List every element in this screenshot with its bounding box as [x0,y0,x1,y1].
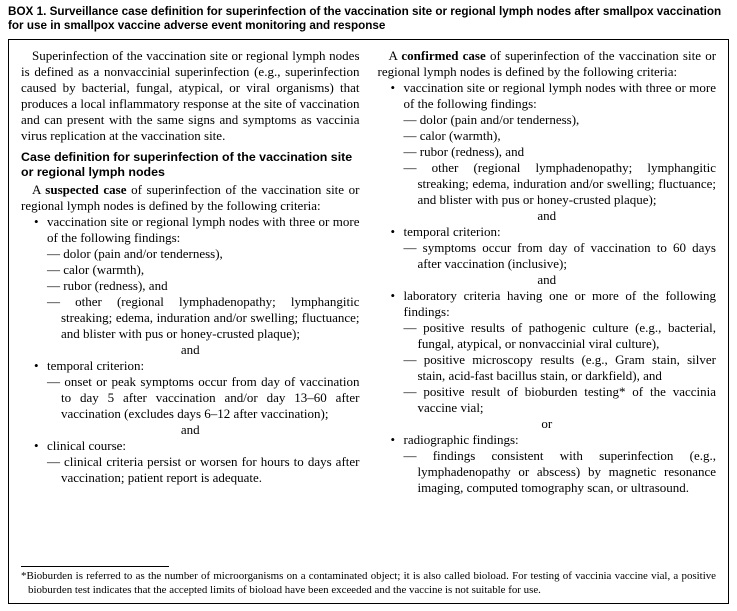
bullet-label: temporal criterion: [47,358,145,373]
dash-item-calor: — calor (warmth), [47,262,145,277]
criterion-vaccination-site [378,80,717,224]
dash-item-calor: — calor (warmth), [403,128,501,143]
bullet-icon: • [34,358,39,373]
criterion-clinical-course [21,438,360,486]
bullet-label: temporal criterion: [403,224,501,239]
bullet-icon: • [390,80,396,95]
dash-item-culture: — positive results of pathogenic culture (e.g., bacterial, fungal, atypical, or nonvaccinial viral culture), [403,320,716,351]
bullet-item [378,224,717,240]
dash-item-other: — other (regional lymphadenopathy; lymphangitic streaking; edema, induration and/or swelling; fluctuance; and blister with pus or honey-crusted plaque); [403,160,716,207]
dash-item-dolor: — dolor (pain and/or tenderness), [47,246,223,261]
dash-item-other: — other (regional lymphadenopathy; lymphangitic streaking; edema, induration and/or swelling; fluctuance; and blister with pus or honey-crusted plaque); [47,294,360,341]
footnote-rule [21,566,169,567]
two-column-layout [21,48,716,496]
connector-or: or [541,416,553,431]
case-definition-heading: Case definition for superinfection of the vaccination site or regional lymph nodes [21,150,353,179]
bullet-label: vaccination site or regional lymph nodes with three or more of the following findings: [403,80,716,111]
connector-and: and [537,208,557,223]
bullet-label: clinical course: [47,438,127,453]
dash-item-rubor: — rubor (redness), and [47,278,168,293]
criterion-temporal [21,358,360,438]
confirmed-case-paragraph [378,48,717,80]
sentence-rest: of superinfection of the vaccination site or regional lymph nodes is defined by the following criteria: [21,182,360,213]
bullet-label: radiographic findings: [403,432,519,447]
sentence-prefix: A [32,182,46,197]
dash-item-onset: — onset or peak symptoms occur from day of vaccination to day 5 after vaccination and/or day 13–60 after vaccination (excludes days 6–12 after vaccination); [47,374,360,421]
bullet-item [378,432,717,448]
bullet-item [378,80,717,112]
dash-item-microscopy: — positive microscopy results (e.g., Gram stain, silver stain, acid-fast bacillus stain, or darkfield), and [403,352,716,383]
bullet-item [21,358,360,374]
dash-item-imaging: — findings consistent with superinfection (e.g., lymphadenopathy or abscess) by magnetic resonance imaging, computed tomography scan, or ultrasound. [403,448,716,495]
connector-and: and [537,272,557,287]
dash-item-symptoms: — symptoms occur from day of vaccination to 60 days after vaccination (inclusive); [403,240,716,271]
bullet-icon: • [34,438,39,453]
right-column [378,48,717,496]
footnote-area [21,566,716,597]
bullet-label: vaccination site or regional lymph nodes with three or more of the following findings: [47,214,360,245]
definition-box [8,39,729,604]
criterion-vaccination-site [21,214,360,358]
suspected-case-term: suspected case [45,182,127,197]
footnote: *Bioburden is referred to as the number of microorganisms on a contaminated object; it is also called bioload. For testing of vaccinia vaccine vial, a positive bioburden test indicates that the accepted limits of bioload have been exceeded and the vaccine is not suitable for use. [21,570,716,596]
connector-and: and [180,422,200,437]
dash-item-rubor: — rubor (redness), and [403,144,525,159]
dash-item-dolor: — dolor (pain and/or tenderness), [403,112,580,127]
sentence-rest: of superinfection of the vaccination site or regional lymph nodes is defined by the following criteria: [377,48,717,79]
left-column [21,48,360,496]
bullet-icon: • [34,214,39,229]
connector-and: and [180,342,200,357]
bullet-icon: • [390,432,396,447]
criterion-laboratory [378,288,717,432]
dash-item-clinical: — clinical criteria persist or worsen for hours to days after vaccination; patient report is adequate. [47,454,360,485]
box-title: BOX 1. Surveillance case definition for superinfection of the vaccination site or regional lymph nodes after smallpox vaccination for use in smallpox vaccine adverse event monitoring and response [8,5,722,32]
bullet-item [21,438,360,454]
bullet-icon: • [390,288,396,303]
dash-item-bioburden: — positive result of bioburden testing* of the vaccinia vaccine vial; [403,384,716,415]
bullet-label: laboratory criteria having one or more of the following findings: [403,288,716,319]
bullet-icon: • [390,224,396,239]
criterion-temporal [378,224,717,288]
criterion-radiographic [378,432,717,496]
suspected-case-paragraph [21,182,360,214]
bullet-item [378,288,717,320]
sentence-prefix: A [388,48,402,63]
intro-paragraph: Superinfection of the vaccination site or regional lymph nodes is defined as a nonvaccinial superinfection (e.g., superinfection caused by bacterial, fungal, atypical, or viral organisms) that produces a local inflammatory response at the site of vaccination and can present with the same signs and symptoms as vaccinia virus replication at the vaccination site. [21,48,360,143]
bullet-item [21,214,360,246]
confirmed-case-term: confirmed case [401,48,486,63]
